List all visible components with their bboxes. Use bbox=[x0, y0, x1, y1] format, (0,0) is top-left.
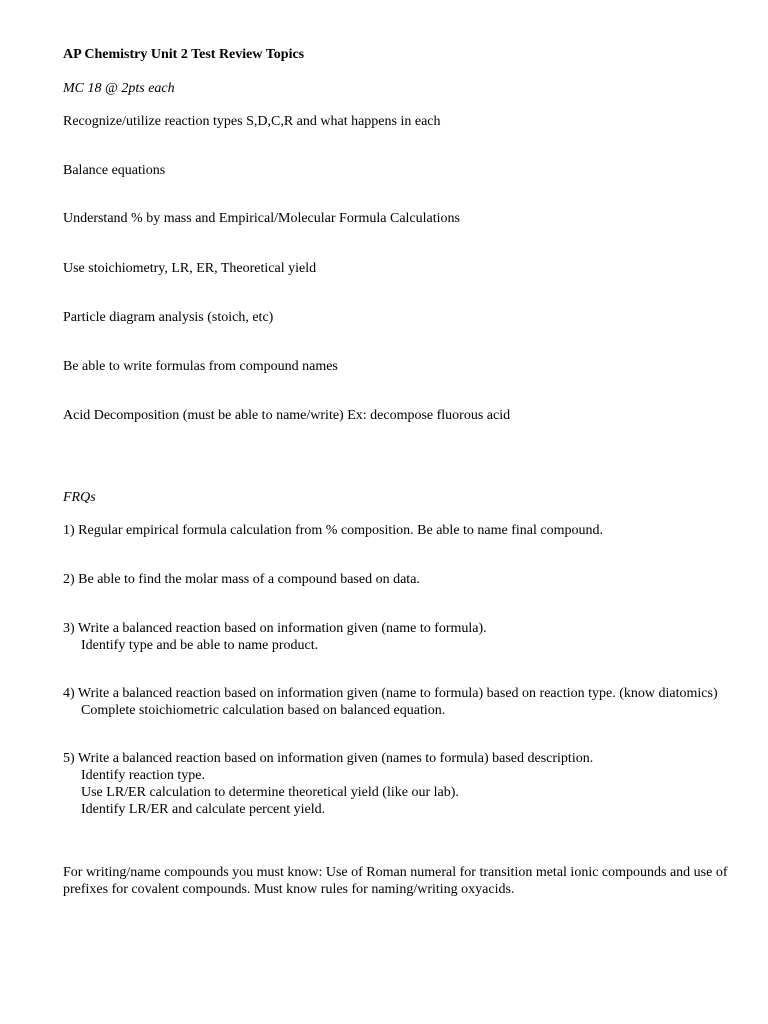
frq-subpoint: Identify LR/ER and calculate percent yield. bbox=[81, 802, 326, 817]
frq-item bbox=[63, 571, 733, 588]
mc-topic: Be able to write formulas from compound names bbox=[63, 359, 338, 374]
mc-topic: Balance equations bbox=[63, 163, 166, 178]
frq-subpoint: Complete stoichiometric calculation based on balanced equation. bbox=[81, 703, 446, 718]
mc-topic: Acid Decomposition (must be able to name/write) Ex: decompose fluorous acid bbox=[63, 408, 511, 423]
frq-item bbox=[63, 750, 733, 818]
frq-question: 4) Write a balanced reaction based on information given (name to formula) based on reaction type. (know diatomics) bbox=[63, 686, 718, 701]
frq-subpoint: Use LR/ER calculation to determine theoretical yield (like our lab). bbox=[81, 785, 459, 800]
frq-question: 3) Write a balanced reaction based on information given (name to formula). bbox=[63, 621, 487, 636]
frq-item bbox=[63, 522, 733, 539]
frq-question: 2) Be able to find the molar mass of a compound based on data. bbox=[63, 572, 420, 587]
mc-heading: MC 18 @ 2pts each bbox=[63, 81, 175, 96]
frq-item bbox=[63, 620, 733, 654]
mc-topic: Understand % by mass and Empirical/Molecular Formula Calculations bbox=[63, 211, 460, 226]
frq-item bbox=[63, 685, 733, 719]
footer-note: For writing/name compounds you must know: Use of Roman numeral for transition metal ionic compounds and use of prefixes for covalent compounds. Must know rules for naming/writing oxyacids. bbox=[63, 865, 728, 897]
mc-topic: Particle diagram analysis (stoich, etc) bbox=[63, 310, 274, 325]
frq-subpoint: Identify type and be able to name product. bbox=[81, 638, 319, 653]
mc-topic: Recognize/utilize reaction types S,D,C,R and what happens in each bbox=[63, 114, 441, 129]
mc-topic: Use stoichiometry, LR, ER, Theoretical yield bbox=[63, 261, 317, 276]
frq-subpoint: Identify reaction type. bbox=[81, 768, 206, 783]
frq-question: 1) Regular empirical formula calculation from % composition. Be able to name final compound. bbox=[63, 523, 604, 538]
document-title: AP Chemistry Unit 2 Test Review Topics bbox=[63, 47, 305, 62]
frq-question: 5) Write a balanced reaction based on information given (names to formula) based description. bbox=[63, 751, 594, 766]
frq-heading: FRQs bbox=[63, 490, 96, 505]
